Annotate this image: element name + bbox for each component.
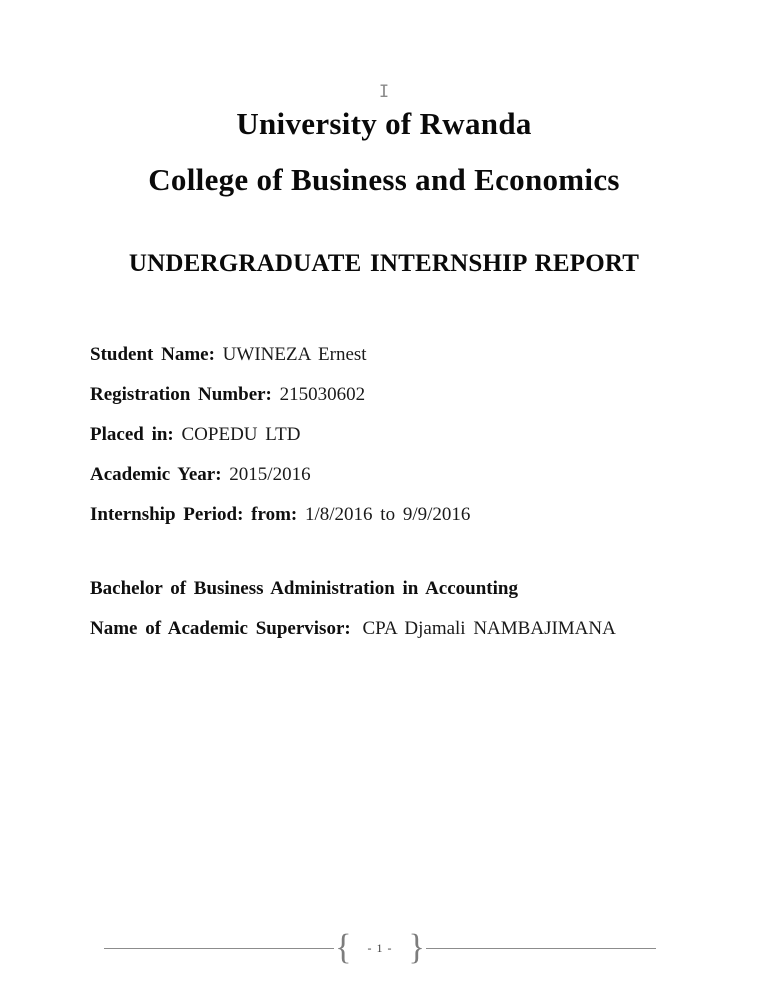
page-number: - 1 -: [367, 940, 393, 955]
supervisor-value: CPA Djamali NAMBAJIMANA: [362, 618, 616, 639]
student-info-section: [90, 344, 718, 544]
supervisor-line: [90, 618, 718, 639]
placed-in-line: [90, 424, 718, 445]
student-name-line: [90, 344, 718, 365]
placed-in-label: Placed in:: [90, 424, 174, 445]
placed-in-value: COPEDU LTD: [181, 424, 301, 445]
degree-line: Bachelor of Business Administration in Accounting: [90, 578, 518, 599]
footer-left-brace: {: [335, 928, 352, 967]
internship-period-value: 1/8/2016 to 9/9/2016: [305, 504, 471, 525]
report-title: UNDERGRADUATE INTERNSHIP REPORT: [128, 250, 640, 277]
academic-year-value: 2015/2016: [229, 464, 311, 485]
footer-rule-right: [426, 948, 656, 949]
registration-number-label: Registration Number:: [90, 384, 272, 405]
footer-rule-left: [104, 948, 334, 949]
student-name-value: UWINEZA Ernest: [222, 344, 367, 365]
degree-section: [90, 578, 718, 639]
university-title: University of Rwanda: [236, 106, 532, 141]
supervisor-label: Name of Academic Supervisor:: [90, 618, 351, 639]
registration-number-line: [90, 384, 718, 405]
student-name-label: Student Name:: [90, 344, 215, 365]
college-title: College of Business and Economics: [148, 162, 620, 197]
academic-year-label: Academic Year:: [90, 464, 222, 485]
academic-year-line: [90, 464, 718, 485]
registration-number-value: 215030602: [279, 384, 366, 405]
footer-right-brace: }: [408, 928, 425, 967]
internship-period-line: [90, 504, 718, 525]
section-marker: I: [378, 82, 390, 102]
page-footer: [104, 929, 656, 967]
internship-period-label: Internship Period: from:: [90, 504, 298, 525]
